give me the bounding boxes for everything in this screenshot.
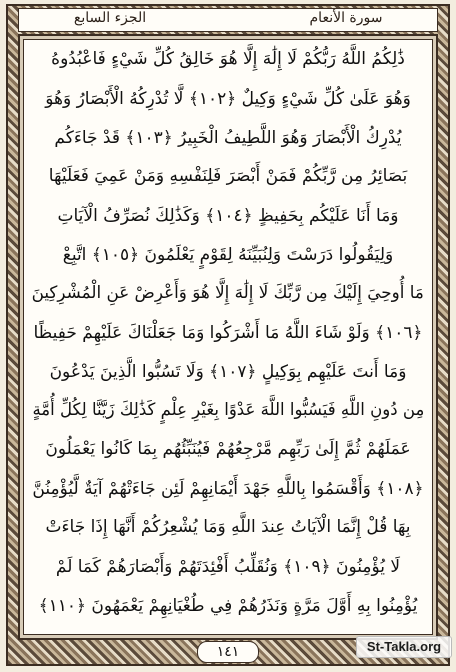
verse-text-area bbox=[30, 44, 426, 632]
verse-line: يُدْرِكُ الْأَبْصَارَ وَهُوَ اللَّطِيفُ الْخَبِيرُ ﴿١٠٣﴾ قَدْ جَاءَكُم bbox=[54, 127, 402, 148]
verse-line: وَهُوَ عَلَىٰ كُلِّ شَيْءٍ وَكِيلٌ ﴿١٠٢﴾ لَّا تُدْرِكُهُ الْأَبْصَارُ وَهُوَ bbox=[45, 88, 411, 109]
verse-line: وَلِيَقُولُوا دَرَسْتَ وَلِنُبَيِّنَهُ لِقَوْمٍ يَعْلَمُونَ ﴿١٠٥﴾ اتَّبِعْ bbox=[62, 244, 394, 265]
verse-line: مَا أُوحِيَ إِلَيْكَ مِن رَّبِّكَ لَا إِلَٰهَ إِلَّا هُوَ وَأَعْرِضْ عَنِ الْمُشْرِكِينَ bbox=[31, 283, 425, 303]
surah-title: سورة الأنعام bbox=[309, 10, 383, 26]
verse-line: يُؤْمِنُوا بِهِ أَوَّلَ مَرَّةٍ وَنَذَرُهُمْ فِي طُغْيَانِهِمْ يَعْمَهُونَ ﴿١١٠﴾ bbox=[38, 595, 418, 616]
verse-line: مِن دُونِ اللَّهِ فَيَسُبُّوا اللَّهَ عَدْوًا بِغَيْرِ عِلْمٍ كَذَٰلِكَ زَيَّنَّا لِكُلِّ أُمَّةٍ bbox=[32, 400, 424, 420]
verse-line: وَمَا أَنتَ عَلَيْهِم بِوَكِيلٍ ﴿١٠٧﴾ وَلَا تَسُبُّوا الَّذِينَ يَدْعُونَ bbox=[49, 361, 407, 382]
verse-line: ﴿١٠٦﴾ وَلَوْ شَاءَ اللَّهُ مَا أَشْرَكُوا وَمَا جَعَلْنَاكَ عَلَيْهِمْ حَفِيظًا bbox=[33, 322, 423, 343]
juz-title: الجزء السابع bbox=[73, 10, 147, 26]
page-number: ١٤١ bbox=[197, 641, 259, 663]
verse-line: وَمَا أَنَا عَلَيْكُم بِحَفِيظٍ ﴿١٠٤﴾ وَكَذَٰلِكَ نُصَرِّفُ الْآيَاتِ bbox=[57, 205, 399, 226]
verse-line: ﴿١٠٨﴾ وَأَقْسَمُوا بِاللَّهِ جَهْدَ أَيْمَانِهِمْ لَئِن جَاءَتْهُمْ آيَةٌ لَّيُؤْمِنُنَّ bbox=[32, 478, 424, 499]
watermark-logo: St-Takla.org bbox=[356, 636, 452, 658]
verse-line: عَمَلَهُمْ ثُمَّ إِلَىٰ رَبِّهِم مَّرْجِعُهُمْ فَيُنَبِّئُهُم بِمَا كَانُوا يَعْمَلُونَ bbox=[45, 439, 411, 459]
verse-line: بِهَا قُلْ إِنَّمَا الْآيَاتُ عِندَ اللَّهِ وَمَا يُشْعِرُكُمْ أَنَّهَا إِذَا جَاءَتْ bbox=[45, 517, 411, 537]
verse-line: ذَٰلِكُمُ اللَّهُ رَبُّكُمْ لَا إِلَٰهَ إِلَّا هُوَ خَالِقُ كُلِّ شَيْءٍ فَاعْبُدُوهُ bbox=[51, 49, 405, 69]
verse-line: لَا يُؤْمِنُونَ ﴿١٠٩﴾ وَنُقَلِّبُ أَفْئِدَتَهُمْ وَأَبْصَارَهُمْ كَمَا لَمْ bbox=[55, 556, 401, 577]
verse-line: بَصَائِرُ مِن رَّبِّكُمْ فَمَنْ أَبْصَرَ فَلِنَفْسِهِ وَمَنْ عَمِيَ فَعَلَيْهَا bbox=[48, 166, 408, 186]
